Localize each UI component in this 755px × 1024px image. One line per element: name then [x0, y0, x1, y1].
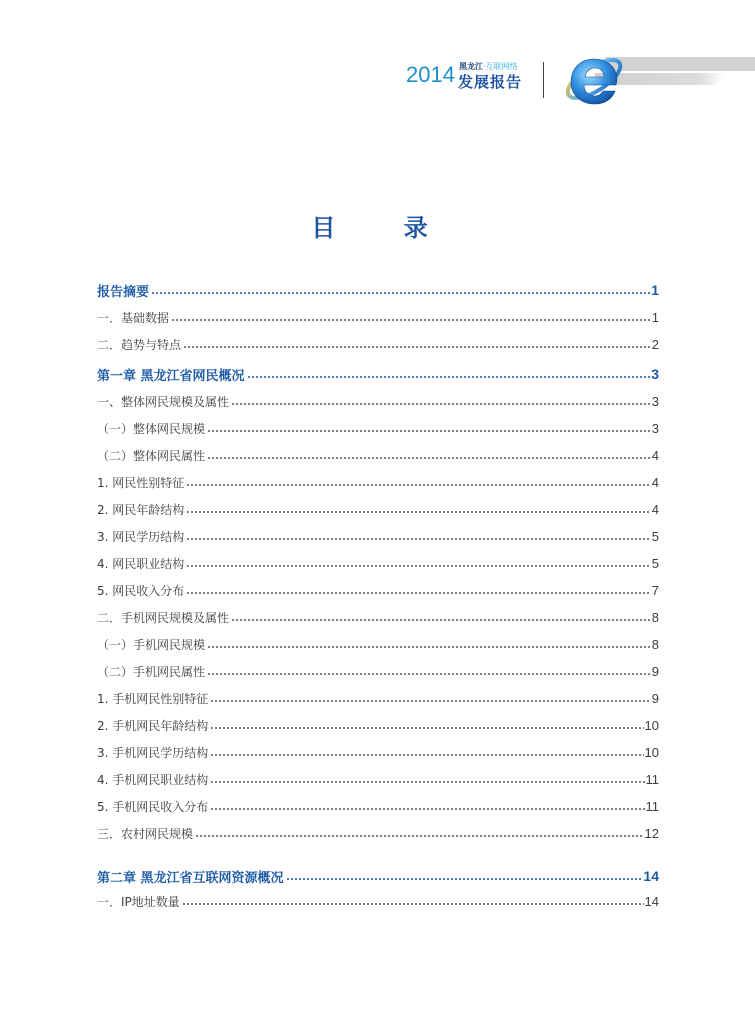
toc-entry[interactable]: [97, 794, 659, 818]
dot-leader: [186, 538, 651, 540]
toc-entry-label: 3. 网民学历结构: [97, 529, 185, 544]
dot-leader: [231, 403, 651, 405]
toc-page-number: 3: [651, 420, 659, 436]
toc-page-number: 9: [651, 690, 659, 706]
toc-entry-label: 2. 网民年龄结构: [97, 502, 185, 517]
dot-leader: [210, 754, 643, 756]
toc-entry[interactable]: [97, 713, 659, 737]
decorative-band-top: [605, 57, 755, 71]
toc-entry-label: 一、整体网民规模及属性: [97, 394, 230, 409]
toc-page-number: 2: [651, 336, 659, 352]
toc-entry-label: 第一章 黑龙江省网民概况: [97, 368, 245, 384]
dot-leader: [210, 781, 644, 783]
toc-entry[interactable]: [97, 332, 659, 356]
toc-page-number: 7: [651, 582, 659, 598]
toc-entry-label: 二．手机网民规模及属性: [97, 610, 230, 625]
dot-leader: [171, 319, 651, 321]
toc-page-number: 8: [651, 609, 659, 625]
dot-leader: [186, 511, 651, 513]
toc-page-number: 5: [651, 528, 659, 544]
dot-leader: [183, 346, 651, 348]
toc-entry-label: 3. 手机网民学历结构: [97, 745, 209, 760]
dot-leader: [207, 673, 651, 675]
toc-page-number: 4: [651, 474, 659, 490]
dot-leader: [286, 878, 643, 880]
toc-entry[interactable]: [97, 551, 659, 575]
toc-entry-label: 5. 网民收入分布: [97, 583, 185, 598]
dot-leader: [195, 835, 644, 837]
toc-page-number: 3: [651, 366, 659, 382]
toc-page-number: 1: [651, 282, 659, 298]
toc-page-number: 12: [644, 825, 659, 841]
toc-page-number: 3: [651, 393, 659, 409]
header-divider: [543, 62, 544, 98]
toc-chapter-entry[interactable]: [97, 278, 659, 302]
toc-entry[interactable]: [97, 524, 659, 548]
toc-entry-label: （一）手机网民规模: [97, 637, 206, 652]
toc-entry[interactable]: [97, 578, 659, 602]
toc-page-number: 4: [651, 447, 659, 463]
toc-entry-label: （二）整体网民属性: [97, 448, 206, 463]
toc-chapter-entry[interactable]: [97, 362, 659, 386]
toc-entry-label: （二）手机网民属性: [97, 664, 206, 679]
toc-page-number: 4: [651, 501, 659, 517]
toc-chapter-entry[interactable]: [97, 864, 659, 888]
toc-page-number: 14: [644, 893, 659, 909]
dot-leader: [186, 592, 651, 594]
toc-entry[interactable]: [97, 686, 659, 710]
toc-entry[interactable]: [97, 470, 659, 494]
dot-leader: [231, 619, 651, 621]
toc-entry-label: 4. 网民职业结构: [97, 556, 185, 571]
toc-entry-label: 2. 手机网民年龄结构: [97, 718, 209, 733]
toc-entry-label: 1. 网民性别特征: [97, 475, 185, 490]
toc-entry[interactable]: [97, 443, 659, 467]
toc-entry[interactable]: [97, 605, 659, 629]
toc-page-number: 10: [644, 717, 659, 733]
toc-entry[interactable]: [97, 389, 659, 413]
dot-leader: [210, 808, 644, 810]
dot-leader: [210, 700, 651, 702]
toc-page-number: 10: [644, 744, 659, 760]
toc-entry[interactable]: [97, 740, 659, 764]
internet-explorer-e-icon: [561, 49, 627, 111]
internet-label: 互联网络: [485, 62, 518, 71]
toc-entry-label: 二．趋势与特点: [97, 337, 182, 352]
report-subtitle-small: [459, 62, 518, 72]
dot-leader: [207, 646, 651, 648]
toc-entry[interactable]: [97, 416, 659, 440]
toc-entry-label: 一．IP地址数量: [97, 894, 180, 909]
toc-page-number: 14: [643, 868, 659, 884]
toc-entry-label: 三．农村网民规模: [97, 826, 194, 841]
toc-entry[interactable]: [97, 632, 659, 656]
dot-leader: [182, 903, 644, 905]
toc-entry-label: 1. 手机网民性别特征: [97, 691, 209, 706]
report-title: 发展报告: [458, 73, 523, 91]
toc-page-number: 9: [651, 663, 659, 679]
toc-entry-label: 报告摘要: [97, 284, 150, 300]
toc-page-number: 1: [651, 309, 659, 325]
toc-title: 目 录: [311, 213, 458, 242]
report-year: 2014: [406, 62, 455, 87]
dot-leader: [210, 727, 643, 729]
dot-leader: [186, 565, 651, 567]
separator-dot: ·: [483, 62, 486, 71]
toc-entry-label: 4. 手机网民职业结构: [97, 772, 209, 787]
dot-leader: [151, 292, 650, 294]
dot-leader: [247, 376, 651, 378]
dot-leader: [186, 484, 651, 486]
toc-page-number: 11: [645, 798, 659, 814]
toc-entry-label: 5. 手机网民收入分布: [97, 799, 209, 814]
toc-page-number: 8: [651, 636, 659, 652]
toc-entry[interactable]: [97, 821, 659, 845]
region-name: 黑龙江: [459, 62, 483, 71]
toc-entry-label: 第二章 黑龙江省互联网资源概况: [97, 870, 284, 886]
toc-entry[interactable]: [97, 305, 659, 329]
dot-leader: [207, 457, 651, 459]
toc-entry-label: （一）整体网民规模: [97, 421, 206, 436]
toc-entry[interactable]: [97, 497, 659, 521]
page-header: [0, 0, 755, 130]
dot-leader: [207, 430, 651, 432]
toc-page-number: 5: [651, 555, 659, 571]
toc-entry[interactable]: [97, 659, 659, 683]
toc-entry[interactable]: [97, 767, 659, 791]
toc-entry[interactable]: [97, 889, 659, 913]
toc-page-number: 11: [645, 771, 659, 787]
toc-entry-label: 一．基础数据: [97, 310, 170, 325]
